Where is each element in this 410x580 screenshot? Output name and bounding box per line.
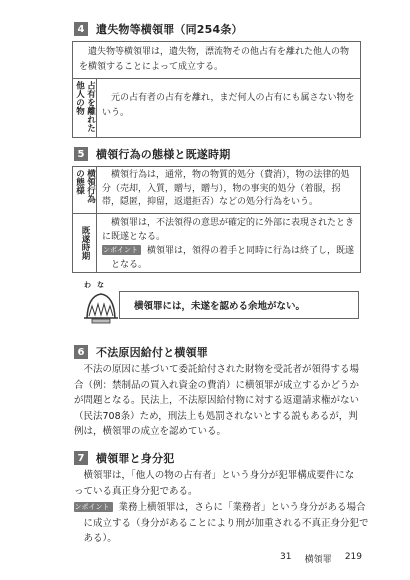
section-7-paragraph: 横領罪は，「他人の物の占有者」という身分が犯罪構成要件になっている真正身分犯である。 [74,470,355,497]
section-5-box [72,166,361,273]
section-6-paragraph: 不法の原因に基づいて委託給付された財物を受託者が領得する場合（例：禁制品の買入れ資金の費消）に横領罪が成立するかどうかが問題となる。民法上，不法原因給付物に対する返還請求権がない（民法708条）ため，刑法上も処罰されないとする説もあるが，判例は，横領罪の成立を認めている。 [74,364,360,437]
manner-label: 横領行為の態様 [73,167,97,213]
section-5-heading [74,146,230,162]
term-content: 元の占有者の占有を離れ，まだ何人の占有にも属さない物をいう。 [102,93,355,118]
wana-icon [78,282,124,328]
section-4-box [72,41,361,138]
onepoint-badge: ワンポイント [102,245,141,255]
completion-label: 既遂時期 [73,214,97,272]
section-7-onepoint [67,500,371,547]
completion-row [73,213,360,272]
manner-content: 横領行為は，通常，物の物質的処分（費消），物の法律的処分（売却，入質，贈与，贈与），物の事実的処分（着服，拐帯，隠匿，抑留，返還拒否）などの処分行為をいう。 [102,170,350,207]
wana-callout [119,291,359,319]
wana-text: 横領罪には，未遂を認める余地がない。 [134,301,306,312]
definition-row [73,42,360,78]
section-title: 横領行為の態様と既遂時期 [96,148,231,161]
section-4-heading [74,21,243,37]
onepoint-text: 横領罪は，領得の着手と同時に行為は終了し，既遂となる。 [111,246,355,270]
section-number: 6 [74,345,88,359]
section-title: 遺失物等横領罪（同254条） [96,23,243,36]
onepoint-text: 業務上横領罪は，さらに「業務者」という身分がある場合に成立する（身分があることにより刑が加重される不真正身分犯である）。 [83,502,369,544]
page-number: 219 [344,552,362,562]
section-7-heading [74,450,174,466]
term-label: 占有を離れた他人の物 [73,79,97,137]
page-footer [280,552,362,565]
manner-row [73,167,360,213]
section-number: 7 [74,451,88,465]
onepoint-badge: ワンポイント [74,502,113,512]
completion-line-2 [96,244,356,272]
wana-label: わな [84,281,110,289]
section-number: 4 [74,22,88,36]
section-title: 横領罪と身分犯 [96,452,175,465]
completion-line-1: 横領罪は，不法領得の意思が確定的に外部に表現されたときに既遂となる。 [102,218,355,242]
section-title: 不法原因給付と横領罪 [96,346,208,359]
completion-content [97,214,360,272]
chapter-number: 31 [280,552,292,562]
section-number: 5 [74,147,88,161]
definition-text: 遺失物等横領罪は，遺失物，漂流物その他占有を離れた他人の物を横領することによって成立する。 [79,47,350,72]
chapter-title: 横領罪 [304,555,332,565]
section-6-heading [74,344,208,360]
term-row [73,78,360,137]
